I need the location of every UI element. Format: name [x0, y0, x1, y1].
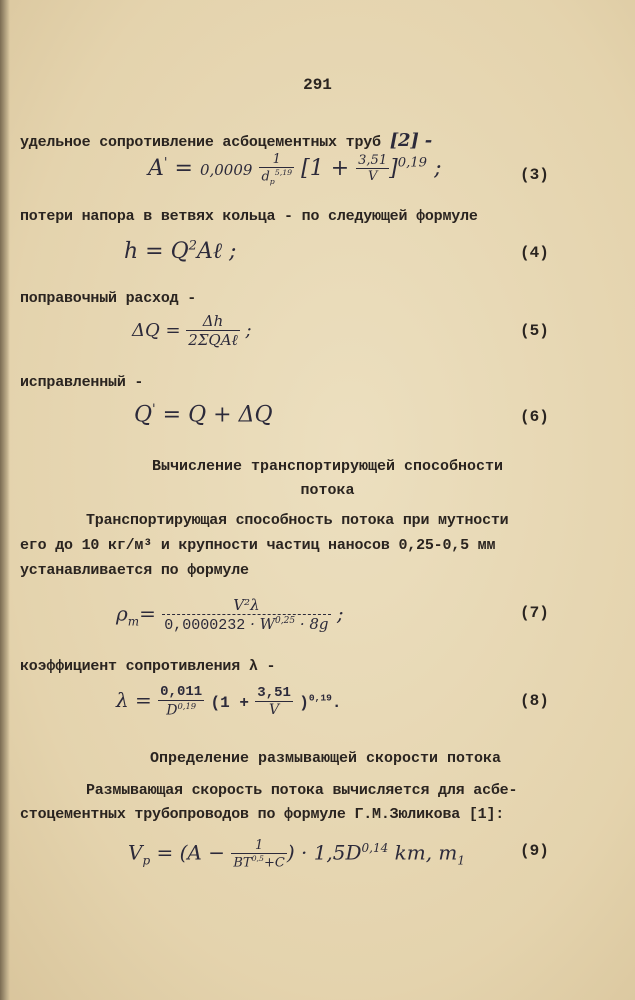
- equation-number-5: (5): [520, 322, 549, 340]
- section-heading-1b: потока: [300, 482, 355, 499]
- section-heading-2: Определение размывающей скорости потока: [149, 750, 502, 767]
- equation-number-4: (4): [520, 244, 549, 262]
- text-line-1-body: удельное сопротивление асбоцементных труб: [20, 134, 381, 151]
- equation-9: $V_p = (A$ − $\frac{1}{BT^{0,5}+C}$ ) · $1,5D^{0,14}$ km, $m_1$: [128, 838, 466, 871]
- paragraph-1-line-1: Транспортирующая способность потока при мутности: [86, 512, 509, 529]
- equation-7: $\rho_т=$ $\frac{\text{V²λ}}{0,0000232 \cdot W^{0,25} \cdot 8g}$ ;: [116, 596, 344, 634]
- text-line-2: потери напора в ветвях кольца - по следующей формуле: [20, 208, 478, 225]
- equation-6: Q' = Q + ΔQ: [134, 402, 273, 428]
- equation-5: ΔQ = $\frac{\Delta h}{\text{2ΣQAℓ}}$ ;: [132, 312, 252, 349]
- text-line-4: исправленный -: [20, 374, 144, 391]
- equation-number-8: (8): [520, 692, 549, 710]
- equation-number-3: (3): [520, 166, 549, 184]
- section-heading-1: Вычисление транспортирующей способности: [151, 458, 504, 475]
- page-number: 291: [303, 76, 332, 94]
- equation-4: $h = Q^2A\ell$ ;: [124, 238, 237, 264]
- equation-3: A' = 0,0009 $\frac{1}{d_p^{5,19}}$ [1 + $\frac{3,51}{V}$ ]$^{0,19}$ ;: [148, 152, 442, 186]
- text-line-5: коэффициент сопротивления λ -: [20, 658, 276, 675]
- equation-number-9: (9): [520, 842, 549, 860]
- reference-mark: [2] -: [389, 130, 432, 151]
- equation-number-7: (7): [520, 604, 549, 622]
- paragraph-2-line-1: Размывающая скорость потока вычисляется для асбе-: [86, 782, 518, 799]
- paragraph-1-line-3: устанавливается по формуле: [20, 562, 249, 579]
- equation-number-6: (6): [520, 408, 549, 426]
- text-line-1: [20, 130, 432, 151]
- page-binding-shadow: [0, 0, 10, 1000]
- equation-8: λ = $\frac{0,011}{D^{0,19}}$ (1 + $\frac{3,51}{V}$ )$^{0,19}$.: [116, 684, 342, 719]
- text-line-3: поправочный расход -: [20, 290, 197, 307]
- paragraph-2-line-2: стоцементных трубопроводов по формуле Г.М.Зюликова [1]:: [20, 806, 505, 823]
- paragraph-1-line-2: его до 10 кг/м³ и крупности частиц наносов 0,25-0,5 мм: [20, 537, 496, 554]
